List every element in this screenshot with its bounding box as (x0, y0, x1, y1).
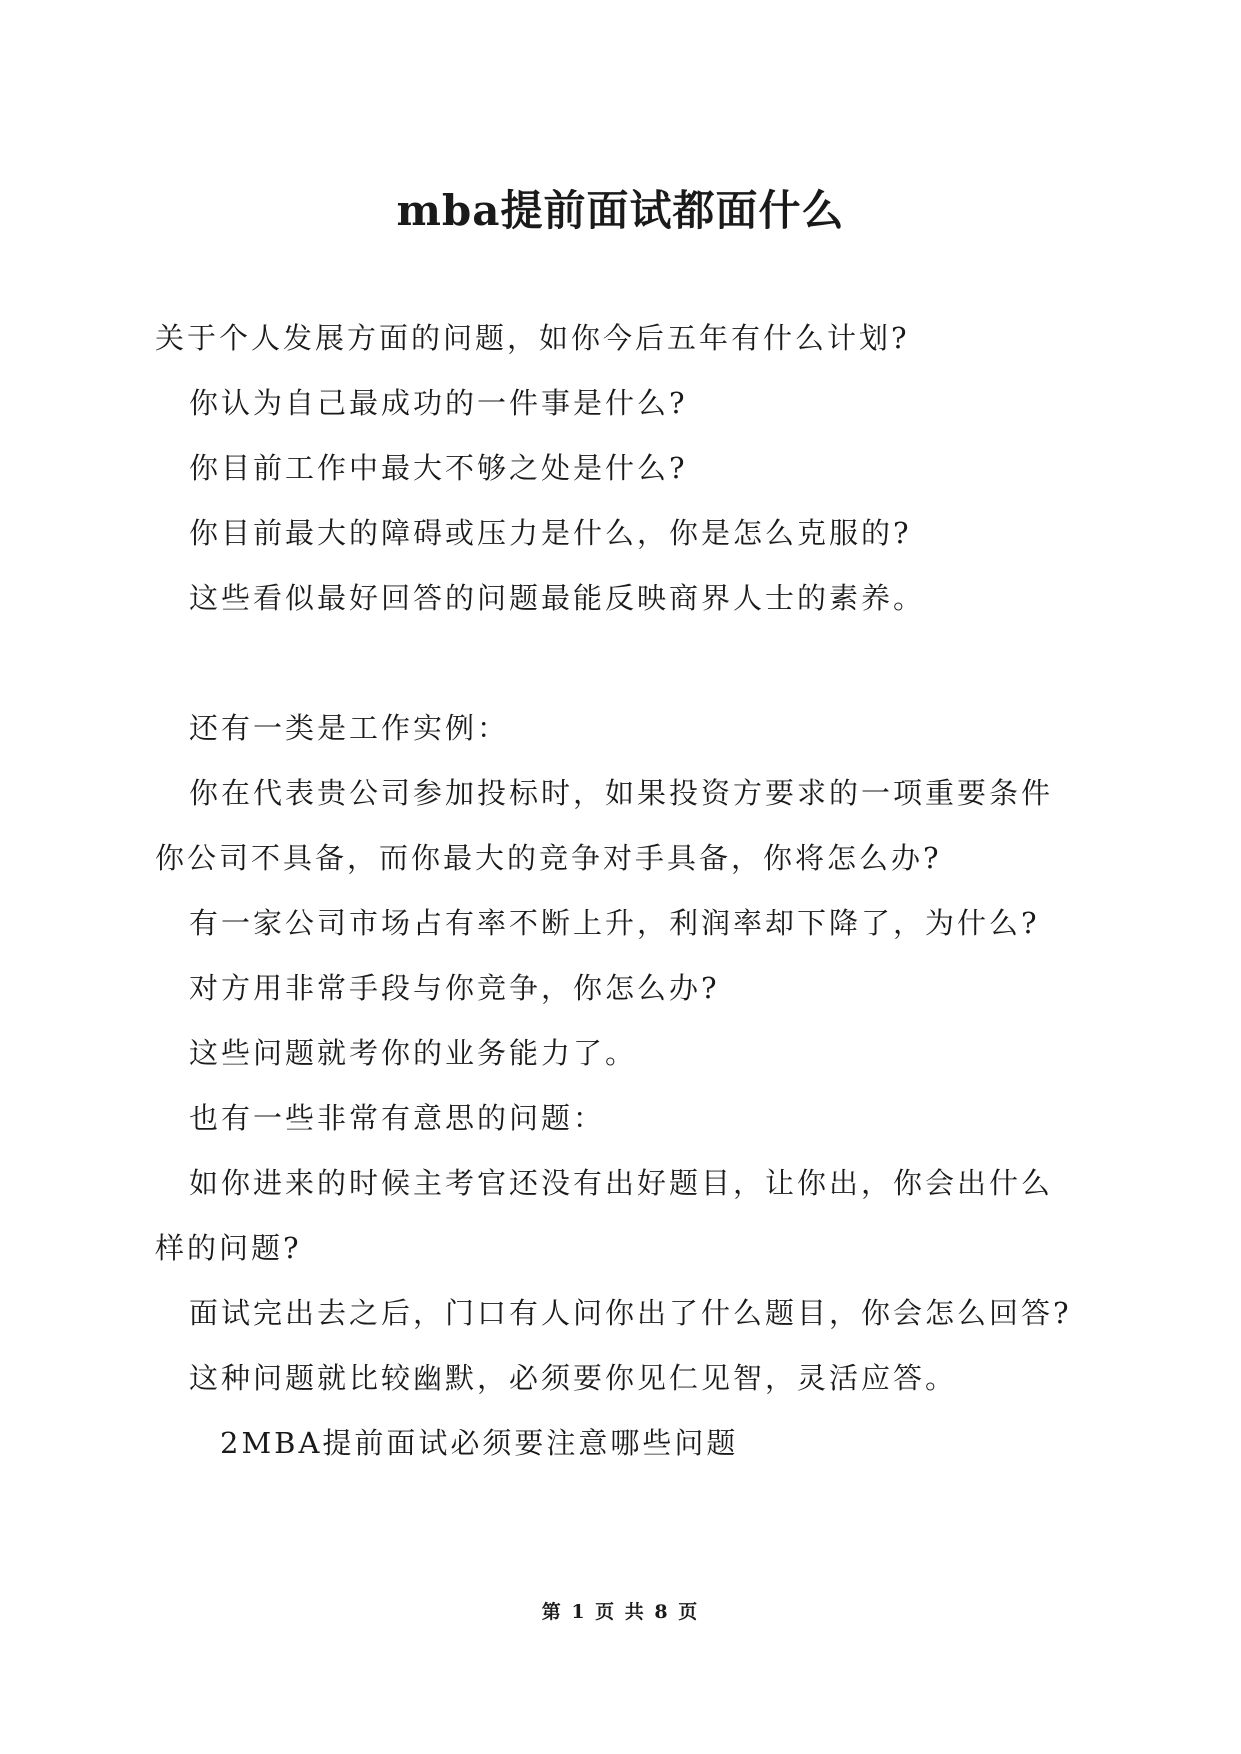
paragraph-line: 这种问题就比较幽默，必须要你见仁见智，灵活应答。 (189, 1361, 958, 1395)
paragraph-line: 对方用非常手段与你竞争，你怎么办? (189, 971, 720, 1005)
paragraph-line: 面试完出去之后，门口有人问你出了什么题目，你会怎么回答? (189, 1296, 1072, 1330)
paragraph-line: 你公司不具备，而你最大的竞争对手具备，你将怎么办? (155, 841, 942, 875)
paragraph-line: 你目前工作中最大不够之处是什么? (189, 451, 688, 485)
paragraph-line: 这些看似最好回答的问题最能反映商界人士的素养。 (189, 581, 926, 615)
paragraph-line: 也有一些非常有意思的问题： (189, 1101, 606, 1135)
document-title: mba提前面试都面什么 (396, 186, 845, 235)
paragraph-line: 关于个人发展方面的问题，如你今后五年有什么计划? (155, 321, 910, 355)
paragraph-line: 还有一类是工作实例： (189, 711, 510, 745)
section-heading: 2MBA提前面试必须要注意哪些问题 (220, 1426, 739, 1460)
paragraph-line: 如你进来的时候主考官还没有出好题目，让你出，你会出什么 (189, 1166, 1054, 1200)
paragraph-line: 这些问题就考你的业务能力了。 (189, 1036, 638, 1070)
paragraph-line: 你目前最大的障碍或压力是什么，你是怎么克服的? (189, 516, 912, 550)
paragraph-line: 你在代表贵公司参加投标时，如果投资方要求的一项重要条件 (189, 776, 1054, 810)
paragraph-line: 样的问题? (155, 1231, 302, 1265)
paragraph-line: 你认为自己最成功的一件事是什么? (189, 386, 688, 420)
paragraph-line: 有一家公司市场占有率不断上升，利润率却下降了，为什么? (189, 906, 1040, 940)
page-number-footer: 第 1 页 共 8 页 (541, 1601, 700, 1623)
